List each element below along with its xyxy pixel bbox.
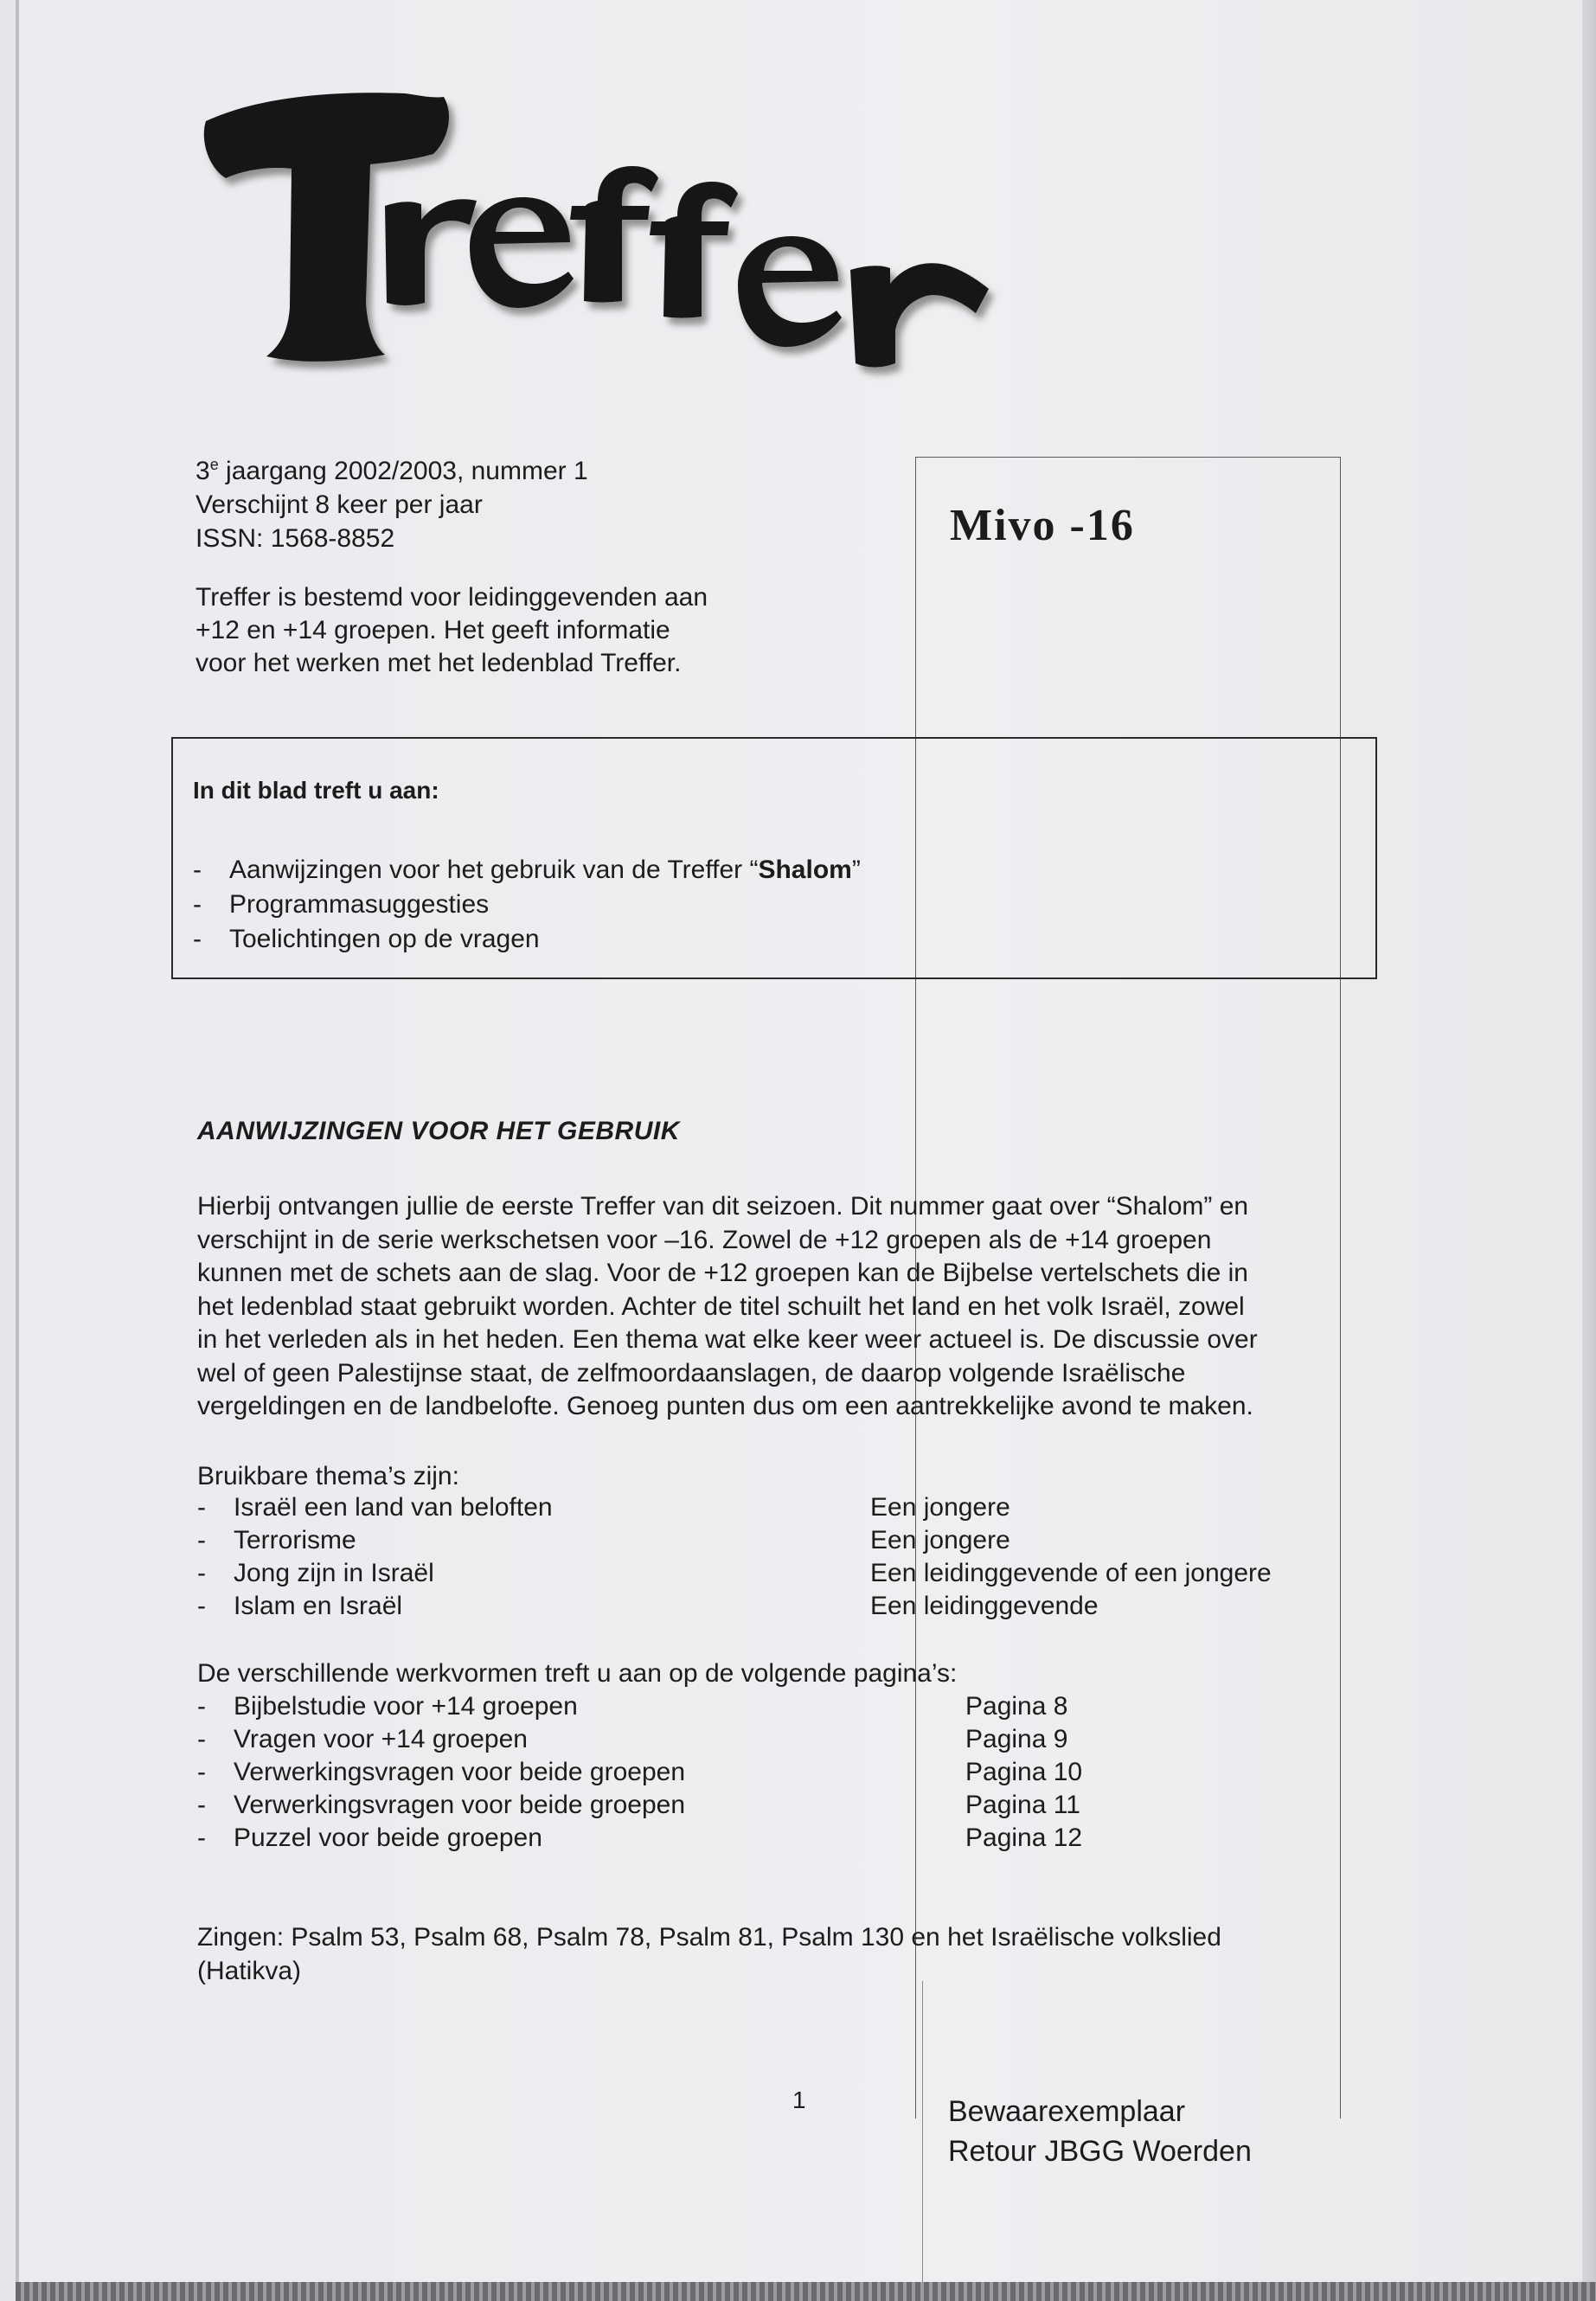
list-item: - Toelichtingen op de vragen <box>193 925 540 953</box>
list-item: - Vragen voor +14 groepen Pagina 9 <box>197 1725 1068 1753</box>
page-edge <box>16 0 19 2301</box>
body-paragraph: Hierbij ontvangen jullie de eerste Treffer van dit seizoen. Dit nummer gaat over “Shalom” en verschijnt in de serie werkschetsen voor –16. Zowel de +12 groepen als de +14 groepen kunnen met de schets aan de slag. Voor de +12 groepen kan de Bijbelse vertelschets die in het ledenblad staat gebruikt worden. Achter de titel schuilt het land en het volk Israël, zowel in het verleden als in het heden. Een thema wat elke keer weer actueel is. De discussie over wel of geen Palestijnse staat, de zelfmoordaanslagen, de daarop volgende Israëlische vergeldingen en de landbelofte. Genoeg punten dus om een aantrekkelijke avond te maken. <box>197 1192 1258 1420</box>
issue-frequency: Verschijnt 8 keer per jaar <box>195 490 483 519</box>
list-item: - Terrorisme Een jongere <box>197 1526 1010 1554</box>
list-item: - Bijbelstudie voor +14 groepen Pagina 8 <box>197 1692 1068 1721</box>
issn: ISSN: 1568-8852 <box>195 524 395 553</box>
issue-meta <box>195 448 588 555</box>
treffer-logo <box>184 87 1049 398</box>
list-item: - Verwerkingsvragen voor beide groepen Pagina 11 <box>197 1791 1080 1819</box>
divider <box>922 1981 923 2284</box>
page-number: 1 <box>792 2086 806 2113</box>
singing-text: Zingen: Psalm 53, Psalm 68, Psalm 78, Psalm 81, Psalm 130 en het Israëlische volkslied (Hatikva) <box>197 1923 1221 1985</box>
mivo-label: Mivo -16 <box>950 501 1135 550</box>
issue-year: 3e jaargang 2002/2003, nummer 1 <box>195 456 588 485</box>
list-item: - Jong zijn in Israël Een leidinggevende of een jongere <box>197 1559 1272 1587</box>
forms-title: De verschillende werkvormen treft u aan op de volgende pagina’s: <box>197 1659 958 1688</box>
contents-list <box>193 853 861 957</box>
forms-list <box>197 1690 1083 1855</box>
section-heading: AANWIJZINGEN VOOR HET GEBRUIK <box>197 1117 680 1145</box>
list-item: - Puzzel voor beide groepen Pagina 12 <box>197 1823 1083 1852</box>
themes-title: Bruikbare thema’s zijn: <box>197 1462 459 1490</box>
document-page <box>16 0 1596 2301</box>
themes-list <box>197 1491 1272 1623</box>
scan-bottom-band <box>16 2282 1596 2301</box>
contents-title: In dit blad treft u aan: <box>193 777 439 804</box>
list-item: - Programmasuggesties <box>193 890 490 919</box>
list-item: - Verwerkingsvragen voor beide groepen Pagina 10 <box>197 1758 1083 1786</box>
list-item: - Islam en Israël Een leidinggevende <box>197 1592 1099 1620</box>
scan-edge-strip <box>1582 0 1596 2301</box>
list-item: - Aanwijzingen voor het gebruik van de Treffer “Shalom” <box>193 856 861 884</box>
list-item: - Israël een land van beloften Een jongere <box>197 1493 1010 1522</box>
intro-text: Treffer is bestemd voor leidinggevenden aan +12 en +14 groepen. Het geeft informatie voor het werken met het ledenblad Treffer. <box>195 583 708 677</box>
archive-stamp: Bewaarexemplaar Retour JBGG Woerden <box>948 2095 1252 2168</box>
